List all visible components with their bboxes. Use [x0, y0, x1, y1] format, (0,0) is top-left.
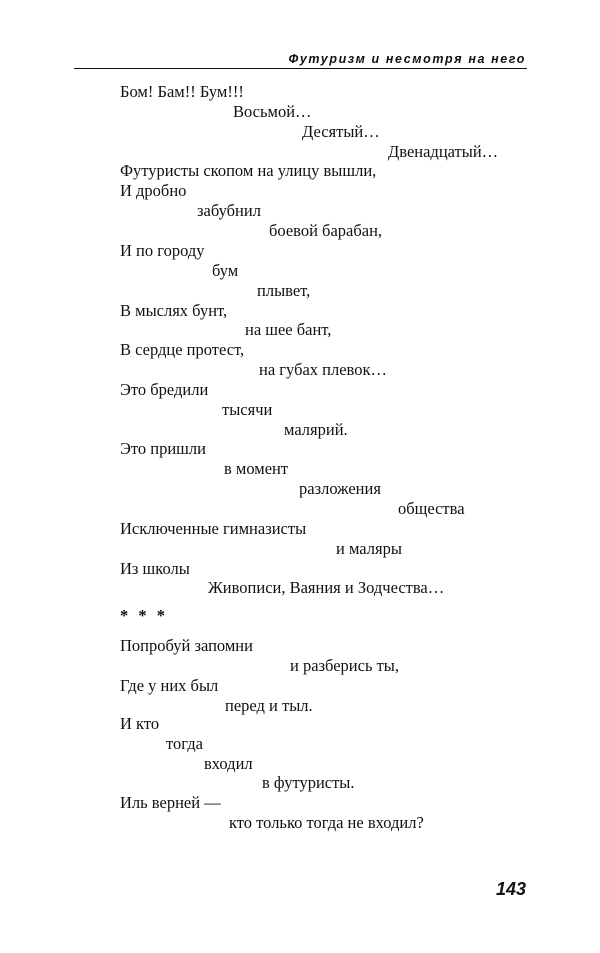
header-rule [74, 68, 527, 69]
poem-line: Где у них был [120, 676, 219, 695]
poem-line: на шее бант, [245, 320, 332, 339]
poem-line: И кто [120, 714, 160, 733]
poem-line: Исключенные гимназисты [120, 519, 307, 538]
poem-line: Десятый… [302, 122, 380, 141]
poem-line: на губах плевок… [259, 360, 388, 379]
page-number: 143 [495, 879, 526, 899]
poem-line: тысячи [222, 400, 273, 419]
poem-line: перед и тыл. [225, 696, 313, 715]
poem-line: в момент [224, 459, 289, 478]
poem-line: Это пришли [120, 439, 206, 458]
poem-line: И по городу [120, 241, 205, 260]
poem-line: в футуристы. [262, 773, 355, 792]
header-title: Футуризм и несмотря на него [288, 52, 526, 66]
poem-line: И дробно [120, 181, 187, 200]
poem-line: кто только тогда не входил? [229, 813, 424, 832]
poem-line: и маляры [336, 539, 402, 558]
poem-line: В сердце протест, [120, 340, 245, 359]
poem-line: боевой барабан, [269, 221, 383, 240]
poem-line: плывет, [257, 281, 311, 300]
poem-line: В мыслях бунт, [120, 301, 228, 320]
poem-line: малярий. [284, 420, 348, 439]
poem-line: забубнил [197, 201, 261, 220]
poem-line: бум [212, 261, 239, 280]
poem-line: Из школы [120, 559, 190, 578]
stanza-separator: * * * [120, 606, 165, 625]
poem-line: Двенадцатый… [388, 142, 499, 161]
poem-line: входил [204, 754, 253, 773]
poem-line: общества [398, 499, 465, 518]
poem-line: Восьмой… [233, 102, 312, 121]
poem-line: Иль верней — [120, 793, 221, 812]
poem-line: Попробуй запомни [120, 636, 253, 655]
poem-line: Живописи, Ваяния и Зодчества… [208, 578, 445, 597]
poem-line: и разберись ты, [290, 656, 400, 675]
poem-line: Бом! Бам!! Бум!!! [120, 82, 244, 101]
poem-line: тогда [166, 734, 203, 753]
poem-line: разложения [299, 479, 381, 498]
poem-line: Футуристы скопом на улицу вышли, [120, 161, 377, 180]
poem-line: Это бредили [120, 380, 209, 399]
